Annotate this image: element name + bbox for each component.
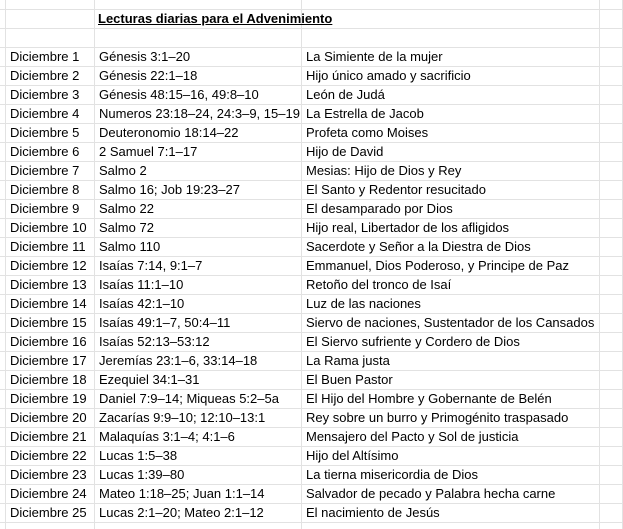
table-row <box>0 294 623 313</box>
theme-cell[interactable]: Hijo único amado y sacrificio <box>306 68 471 83</box>
day-cell[interactable]: Diciembre 16 <box>10 334 87 349</box>
cell-a1[interactable] <box>6 9 94 28</box>
reading-cell[interactable]: Lucas 1:39–80 <box>99 467 185 482</box>
reading-cell[interactable]: Salmo 110 <box>99 239 161 254</box>
day-cell[interactable]: Diciembre 21 <box>10 429 87 444</box>
reading-cell[interactable]: Ezequiel 34:1–31 <box>99 372 200 387</box>
theme-cell[interactable]: El nacimiento de Jesús <box>306 505 440 520</box>
reading-cell[interactable]: Salmo 16; Job 19:23–27 <box>99 182 240 197</box>
sheet-title[interactable]: Lecturas diarias para el Advenimiento <box>98 11 333 26</box>
day-cell[interactable]: Diciembre 17 <box>10 353 87 368</box>
table-row <box>0 275 623 294</box>
theme-cell[interactable]: Siervo de naciones, Sustentador de los Cansados <box>306 315 595 330</box>
theme-cell[interactable]: El Santo y Redentor resucitado <box>306 182 486 197</box>
reading-cell[interactable]: Deuteronomio 18:14–22 <box>99 125 239 140</box>
day-cell[interactable]: Diciembre 24 <box>10 486 87 501</box>
theme-cell[interactable]: El Buen Pastor <box>306 372 393 387</box>
reading-cell[interactable]: Lucas 1:5–38 <box>99 448 178 463</box>
theme-cell[interactable]: La Estrella de Jacob <box>306 106 424 121</box>
header-row <box>0 9 623 28</box>
reading-cell[interactable]: Isaías 7:14, 9:1–7 <box>99 258 203 273</box>
reading-cell[interactable]: Génesis 22:1–18 <box>99 68 198 83</box>
table-row <box>0 446 623 465</box>
table-row <box>0 465 623 484</box>
day-cell[interactable]: Diciembre 23 <box>10 467 87 482</box>
theme-cell[interactable]: Sacerdote y Señor a la Diestra de Dios <box>306 239 531 254</box>
day-cell[interactable]: Diciembre 22 <box>10 448 87 463</box>
day-cell[interactable]: Diciembre 5 <box>10 125 80 140</box>
day-cell[interactable]: Diciembre 6 <box>10 144 80 159</box>
day-cell[interactable]: Diciembre 3 <box>10 87 80 102</box>
theme-cell[interactable]: Rey sobre un burro y Primogénito traspasado <box>306 410 569 425</box>
table-row <box>0 104 623 123</box>
reading-cell[interactable]: Génesis 3:1–20 <box>99 49 191 64</box>
day-cell[interactable]: Diciembre 12 <box>10 258 87 273</box>
reading-cell[interactable]: Isaías 52:13–53:12 <box>99 334 210 349</box>
day-cell[interactable]: Diciembre 25 <box>10 505 87 520</box>
theme-cell[interactable]: Retoño del tronco de Isaí <box>306 277 452 292</box>
theme-cell[interactable]: León de Judá <box>306 87 385 102</box>
reading-cell[interactable]: Zacarías 9:9–10; 12:10–13:1 <box>99 410 266 425</box>
reading-cell[interactable]: Mateo 1:18–25; Juan 1:1–14 <box>99 486 265 501</box>
reading-cell[interactable]: Malaquías 3:1–4; 4:1–6 <box>99 429 235 444</box>
table-row <box>0 313 623 332</box>
table-row <box>0 256 623 275</box>
theme-cell[interactable]: El desamparado por Dios <box>306 201 453 216</box>
table-row <box>0 408 623 427</box>
day-cell[interactable]: Diciembre 14 <box>10 296 87 311</box>
theme-cell[interactable]: Hijo del Altísimo <box>306 448 399 463</box>
reading-cell[interactable]: Jeremías 23:1–6, 33:14–18 <box>99 353 258 368</box>
theme-cell[interactable]: Emmanuel, Dios Poderoso, y Principe de Paz <box>306 258 570 273</box>
reading-cell[interactable]: Génesis 48:15–16, 49:8–10 <box>99 87 259 102</box>
table-row <box>0 142 623 161</box>
theme-cell[interactable]: Hijo de David <box>306 144 384 159</box>
day-cell[interactable]: Diciembre 10 <box>10 220 87 235</box>
reading-cell[interactable]: Daniel 7:9–14; Miqueas 5:2–5a <box>99 391 279 406</box>
table-row <box>0 503 623 522</box>
theme-cell[interactable]: Mensajero del Pacto y Sol de justicia <box>306 429 519 444</box>
table-row <box>0 237 623 256</box>
table-row <box>0 351 623 370</box>
reading-cell[interactable]: Numeros 23:18–24, 24:3–9, 15–19 <box>99 106 300 121</box>
day-cell[interactable]: Diciembre 8 <box>10 182 80 197</box>
table-row <box>0 161 623 180</box>
reading-cell[interactable]: Isaías 11:1–10 <box>99 277 184 292</box>
table-row <box>0 218 623 237</box>
row-divider <box>0 522 623 523</box>
theme-cell[interactable]: Profeta como Moises <box>306 125 429 140</box>
day-cell[interactable]: Diciembre 2 <box>10 68 80 83</box>
day-cell[interactable]: Diciembre 15 <box>10 315 87 330</box>
table-row <box>0 199 623 218</box>
day-cell[interactable]: Diciembre 19 <box>10 391 87 406</box>
day-cell[interactable]: Diciembre 11 <box>10 239 86 254</box>
reading-cell[interactable]: 2 Samuel 7:1–17 <box>99 144 198 159</box>
reading-cell[interactable]: Isaías 42:1–10 <box>99 296 185 311</box>
theme-cell[interactable]: Mesias: Hijo de Dios y Rey <box>306 163 462 178</box>
theme-cell[interactable]: El Hijo del Hombre y Gobernante de Belén <box>306 391 552 406</box>
table-row <box>0 85 623 104</box>
theme-cell[interactable]: La Rama justa <box>306 353 390 368</box>
day-cell[interactable]: Diciembre 18 <box>10 372 87 387</box>
day-cell[interactable]: Diciembre 7 <box>10 163 80 178</box>
reading-cell[interactable]: Salmo 2 <box>99 163 147 178</box>
theme-cell[interactable]: El Siervo sufriente y Cordero de Dios <box>306 334 520 349</box>
table-row <box>0 370 623 389</box>
theme-cell[interactable]: Luz de las naciones <box>306 296 421 311</box>
day-cell[interactable]: Diciembre 13 <box>10 277 87 292</box>
day-cell[interactable]: Diciembre 20 <box>10 410 87 425</box>
table-row <box>0 484 623 503</box>
day-cell[interactable]: Diciembre 4 <box>10 106 80 121</box>
reading-cell[interactable]: Salmo 22 <box>99 201 154 216</box>
theme-cell[interactable]: Salvador de pecado y Palabra hecha carne <box>306 486 556 501</box>
reading-cell[interactable]: Salmo 72 <box>99 220 154 235</box>
theme-cell[interactable]: La Simiente de la mujer <box>306 49 443 64</box>
table-row <box>0 47 623 66</box>
theme-cell[interactable]: La tierna misericordia de Dios <box>306 467 478 482</box>
table-row <box>0 389 623 408</box>
table-row <box>0 427 623 446</box>
table-row <box>0 180 623 199</box>
reading-cell[interactable]: Lucas 2:1–20; Mateo 2:1–12 <box>99 505 264 520</box>
theme-cell[interactable]: Hijo real, Libertador de los afligidos <box>306 220 510 235</box>
reading-cell[interactable]: Isaías 49:1–7, 50:4–11 <box>99 315 231 330</box>
table-row <box>0 123 623 142</box>
day-cell[interactable]: Diciembre 1 <box>10 49 80 64</box>
table-row <box>0 66 623 85</box>
cell-empty[interactable] <box>6 28 94 47</box>
empty-row <box>0 28 623 47</box>
table-row <box>0 332 623 351</box>
day-cell[interactable]: Diciembre 9 <box>10 201 80 216</box>
